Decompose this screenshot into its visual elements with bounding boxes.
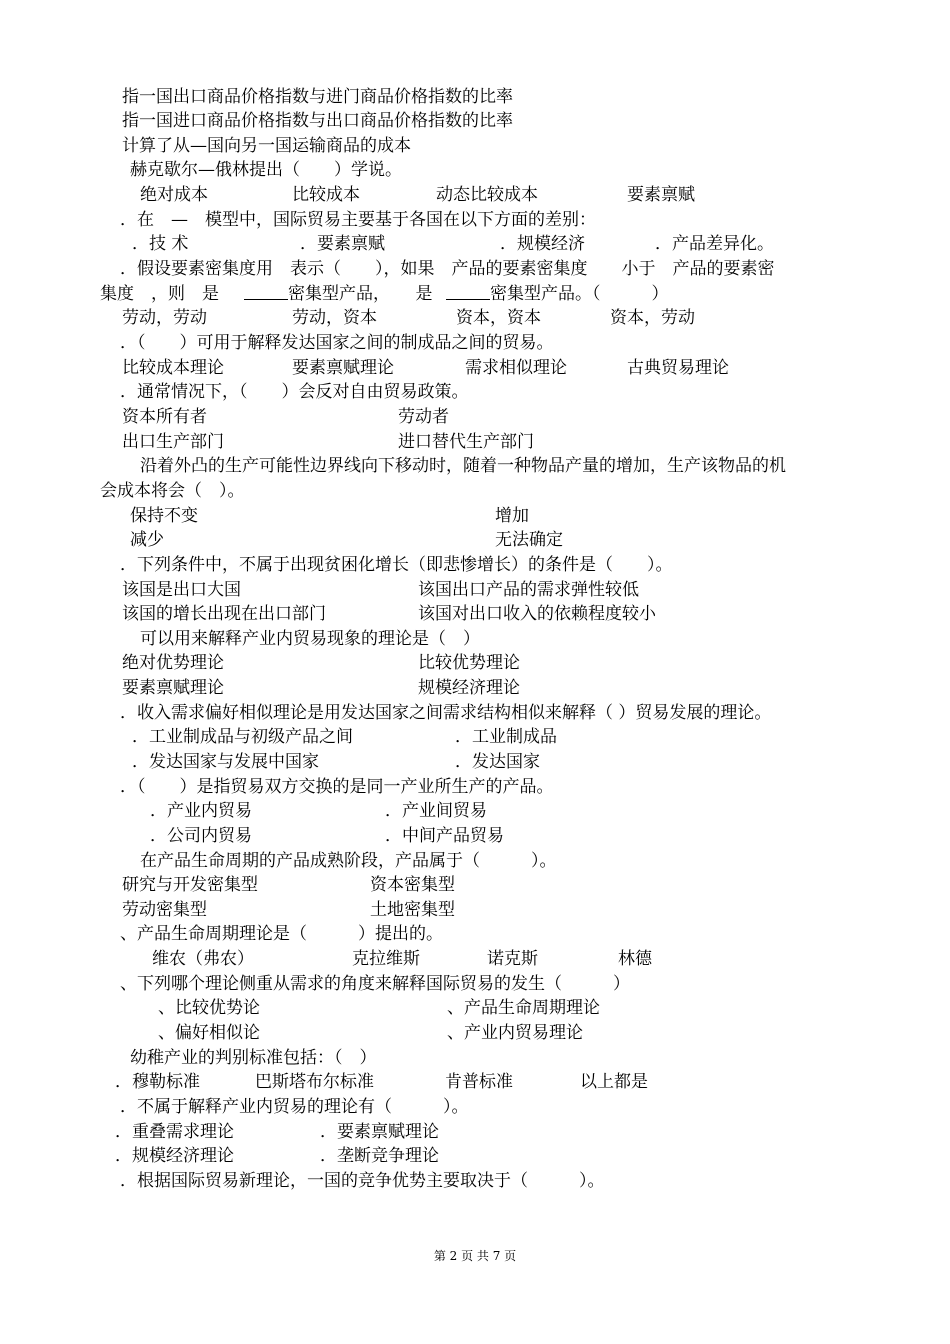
text-segment: 比较成本 xyxy=(292,185,360,205)
text-segment: 集 xyxy=(100,284,117,304)
text-segment: 肯普标准 xyxy=(445,1072,513,1092)
text-segment: 资本，资本 xyxy=(456,308,541,328)
text-segment: 该国对出口收入的依赖程度较小 xyxy=(418,604,656,624)
text-segment: 出口生产部门 xyxy=(122,432,224,452)
text-segment: ．要素禀赋 xyxy=(300,234,385,254)
text-segment: ．产业间贸易 xyxy=(385,801,487,821)
text-segment: 研究与开发密集型 xyxy=(122,875,258,895)
text-segment: 度 ，则 是 xyxy=(117,284,219,304)
text-segment: 无法确定 xyxy=(495,530,563,550)
text-segment: 进口替代生产部门 xyxy=(398,432,534,452)
text-segment: 指一国进口商品价格指数与出口商品价格指数的比率 xyxy=(122,111,513,131)
text-segment: 增加 xyxy=(495,506,529,526)
text-segment: 诺克斯 xyxy=(487,949,538,969)
text-segment: ．公司内贸易 xyxy=(150,826,252,846)
text-segment: 该国是出口大国 xyxy=(122,580,241,600)
text-segment: ．产品差异化。 xyxy=(655,234,774,254)
text-segment: ．下列条件中，不属于出现贫困化增长（即悲惨增长）的条件是（ ）。 xyxy=(120,555,673,575)
text-segment: 幼稚产业的判别标准包括：（ ） xyxy=(130,1048,377,1068)
text-segment: 巴斯塔布尔标准 xyxy=(255,1072,374,1092)
text-segment: 需求相似理论 xyxy=(465,358,567,378)
text-segment: 劳动者 xyxy=(398,407,449,427)
text-segment: ．收入需求偏好相似理论是用发达国家之间需求结构相似来解释（ ）贸易发展的理论。 xyxy=(120,703,772,723)
text-segment: ．假设要素密集度用 表示（ ），如果 产品的要素密集度 小于 产品的要素密 xyxy=(120,259,775,279)
text-segment: ．产业内贸易 xyxy=(150,801,252,821)
text-segment: 规模经济理论 xyxy=(418,678,520,698)
answer-blank xyxy=(446,282,490,300)
text-segment: ．规模经济 xyxy=(500,234,585,254)
text-segment: 林德 xyxy=(618,949,652,969)
text-segment: 、产业内贸易理论 xyxy=(447,1023,583,1043)
text-segment: 、比较优势论 xyxy=(158,998,260,1018)
text-segment: 、产品生命周期理论是（ ）提出的。 xyxy=(120,924,443,944)
text-segment: ．中间产品贸易 xyxy=(385,826,504,846)
text-segment: 克拉维斯 xyxy=(352,949,420,969)
text-segment: 动态比较成本 xyxy=(436,185,538,205)
text-segment: 密集型产品， 是 xyxy=(288,284,433,304)
text-segment: 资本密集型 xyxy=(370,875,455,895)
text-segment: 劳动密集型 xyxy=(122,900,207,920)
text-segment: 该国的增长出现在出口部门 xyxy=(122,604,326,624)
text-segment: 会成本将会（ ）。 xyxy=(100,481,245,501)
text-segment: 劳动，资本 xyxy=(292,308,377,328)
text-segment: ．（ ）是指贸易双方交换的是同一产业所生产的产品。 xyxy=(120,777,554,797)
text-segment: ．工业制成品 xyxy=(455,727,557,747)
text-segment: 资本，劳动 xyxy=(610,308,695,328)
answer-blank xyxy=(244,282,288,300)
text-segment: 赫克歇尔—俄林提出（ ）学说。 xyxy=(130,160,402,180)
text-segment: 资本所有者 xyxy=(122,407,207,427)
text-segment: 土地密集型 xyxy=(370,900,455,920)
text-segment: 比较优势理论 xyxy=(418,653,520,673)
text-segment: ．发达国家 xyxy=(455,752,540,772)
text-segment: ．根据国际贸易新理论，一国的竞争优势主要取决于（ ）。 xyxy=(120,1171,605,1191)
text-segment: ．发达国家与发展中国家 xyxy=(132,752,319,772)
text-segment: 比较成本理论 xyxy=(122,358,224,378)
text-segment: 、下列哪个理论侧重从需求的角度来解释国际贸易的发生（ ） xyxy=(120,974,630,994)
text-segment: 保持不变 xyxy=(130,506,198,526)
text-segment: ．不属于解释产业内贸易的理论有（ ）。 xyxy=(120,1097,469,1117)
text-segment: 沿着外凸的生产可能性边界线向下移动时，随着一种物品产量的增加，生产该物品的机 xyxy=(140,456,786,476)
text-segment: 绝对成本 xyxy=(140,185,208,205)
text-segment: 要素禀赋理论 xyxy=(292,358,394,378)
text-segment: ．在 — 模型中，国际贸易主要基于各国在以下方面的差别： xyxy=(120,210,596,230)
text-segment: ．技 术 xyxy=(132,234,189,254)
page-footer: 第 2 页 共 7 页 xyxy=(433,1249,517,1263)
text-segment: 绝对优势理论 xyxy=(122,653,224,673)
text-segment: ．工业制成品与初级产品之间 xyxy=(132,727,353,747)
text-segment: ．规模经济理论 xyxy=(115,1146,234,1166)
text-segment: 古典贸易理论 xyxy=(627,358,729,378)
text-segment: ．重叠需求理论 xyxy=(115,1122,234,1142)
text-segment: ．通常情况下，（ ）会反对自由贸易政策。 xyxy=(120,382,469,402)
text-segment: 、产品生命周期理论 xyxy=(447,998,600,1018)
text-segment: 可以用来解释产业内贸易现象的理论是（ ） xyxy=(140,629,480,649)
text-segment: ．（ ）可用于解释发达国家之间的制成品之间的贸易。 xyxy=(120,333,554,353)
text-segment: ．要素禀赋理论 xyxy=(320,1122,439,1142)
text-segment: 维农（弗农） xyxy=(152,949,254,969)
text-segment: 、偏好相似论 xyxy=(158,1023,260,1043)
text-segment: 该国出口产品的需求弹性较低 xyxy=(418,580,639,600)
text-segment: 减少 xyxy=(130,530,164,550)
text-segment: 计算了从—国向另一国运输商品的成本 xyxy=(122,136,411,156)
text-segment: 要素禀赋 xyxy=(627,185,695,205)
text-segment: 以上都是 xyxy=(580,1072,648,1092)
text-segment: ．穆勒标准 xyxy=(115,1072,200,1092)
text-segment: 在产品生命周期的产品成熟阶段，产品属于（ ）。 xyxy=(140,851,557,871)
text-segment: 指一国出口商品价格指数与进门商品价格指数的比率 xyxy=(122,87,513,107)
text-segment: 密集型产品。（ ） xyxy=(490,284,669,304)
text-segment: ．垄断竞争理论 xyxy=(320,1146,439,1166)
text-segment: 要素禀赋理论 xyxy=(122,678,224,698)
text-segment: 劳动，劳动 xyxy=(122,308,207,328)
